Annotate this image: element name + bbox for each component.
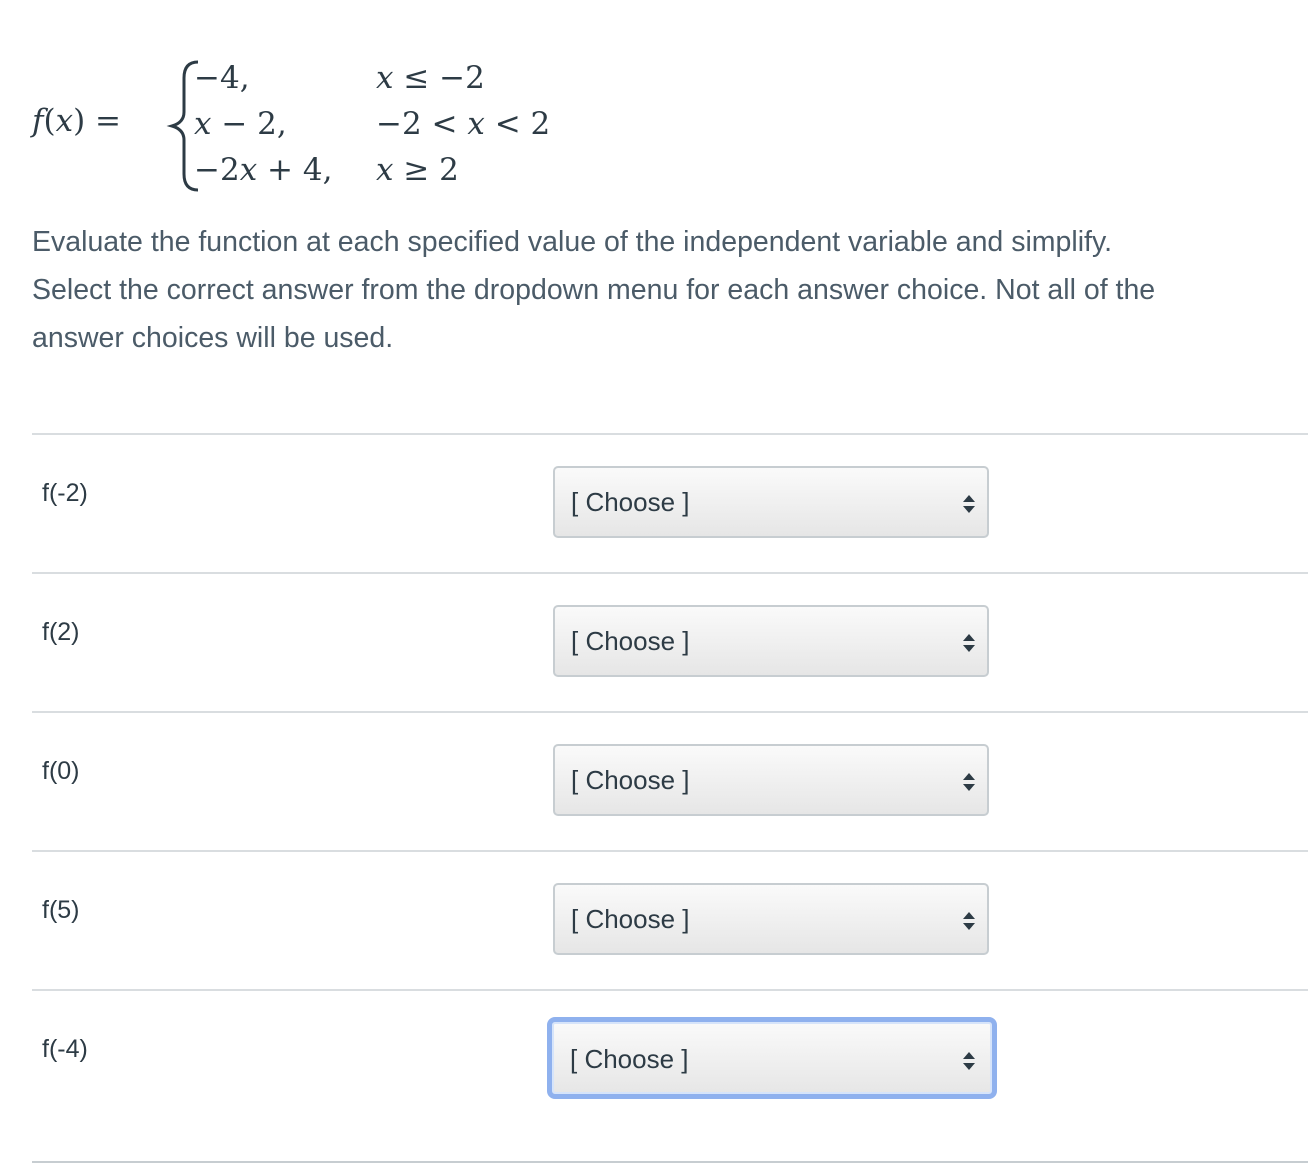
instructions [32, 218, 1294, 362]
dropdown-selected-value: [ Choose ] [571, 765, 690, 795]
answer-dropdown-f-2[interactable] [553, 605, 989, 677]
answer-label: f(0) [42, 757, 80, 785]
answer-row-f-neg4 [32, 989, 1308, 1128]
bottom-divider [32, 1161, 1308, 1163]
answer-dropdown-f-0[interactable] [553, 744, 989, 816]
instructions-line-2: Select the correct answer from the dropdown menu for each answer choice. Not all of the [32, 274, 1156, 306]
case-2-condition: −2 < x < 2 [376, 106, 551, 142]
answer-dropdown-f-5[interactable] [553, 883, 989, 955]
dropdown-selected-value: [ Choose ] [570, 1044, 689, 1074]
case-2-expression: x − 2, [194, 106, 287, 142]
instructions-line-3: answer choices will be used. [32, 322, 394, 354]
answer-label: f(-2) [42, 479, 88, 507]
answer-label: f(5) [42, 896, 80, 924]
dropdown-selected-value: [ Choose ] [571, 904, 690, 934]
answer-row-f-0 [32, 711, 1308, 850]
case-3-expression: −2x + 4, [194, 152, 333, 188]
answer-row-f-5 [32, 850, 1308, 989]
answer-dropdown-f-neg4[interactable] [547, 1017, 997, 1099]
dropdown-selected-value: [ Choose ] [571, 487, 690, 517]
updown-arrows-icon [962, 494, 976, 514]
answer-row-f-2 [32, 572, 1308, 711]
case-3-condition: x ≥ 2 [376, 152, 459, 188]
instructions-line-1: Evaluate the function at each specified value of the independent variable and simplify. [32, 226, 1113, 258]
answer-row-f-neg2 [32, 433, 1308, 572]
updown-arrows-icon [962, 633, 976, 653]
answer-list [32, 433, 1308, 1128]
case-1-expression: −4, [194, 60, 250, 96]
function-lhs: f(x) = [32, 103, 122, 139]
case-1-condition: x ≤ −2 [376, 60, 485, 96]
updown-arrows-icon [962, 772, 976, 792]
answer-dropdown-f-neg2[interactable] [553, 466, 989, 538]
updown-arrows-icon [962, 911, 976, 931]
answer-label: f(-4) [42, 1035, 88, 1063]
dropdown-selected-value: [ Choose ] [571, 626, 690, 656]
answer-label: f(2) [42, 618, 80, 646]
piecewise-function [32, 58, 592, 194]
updown-arrows-icon [962, 1051, 976, 1071]
